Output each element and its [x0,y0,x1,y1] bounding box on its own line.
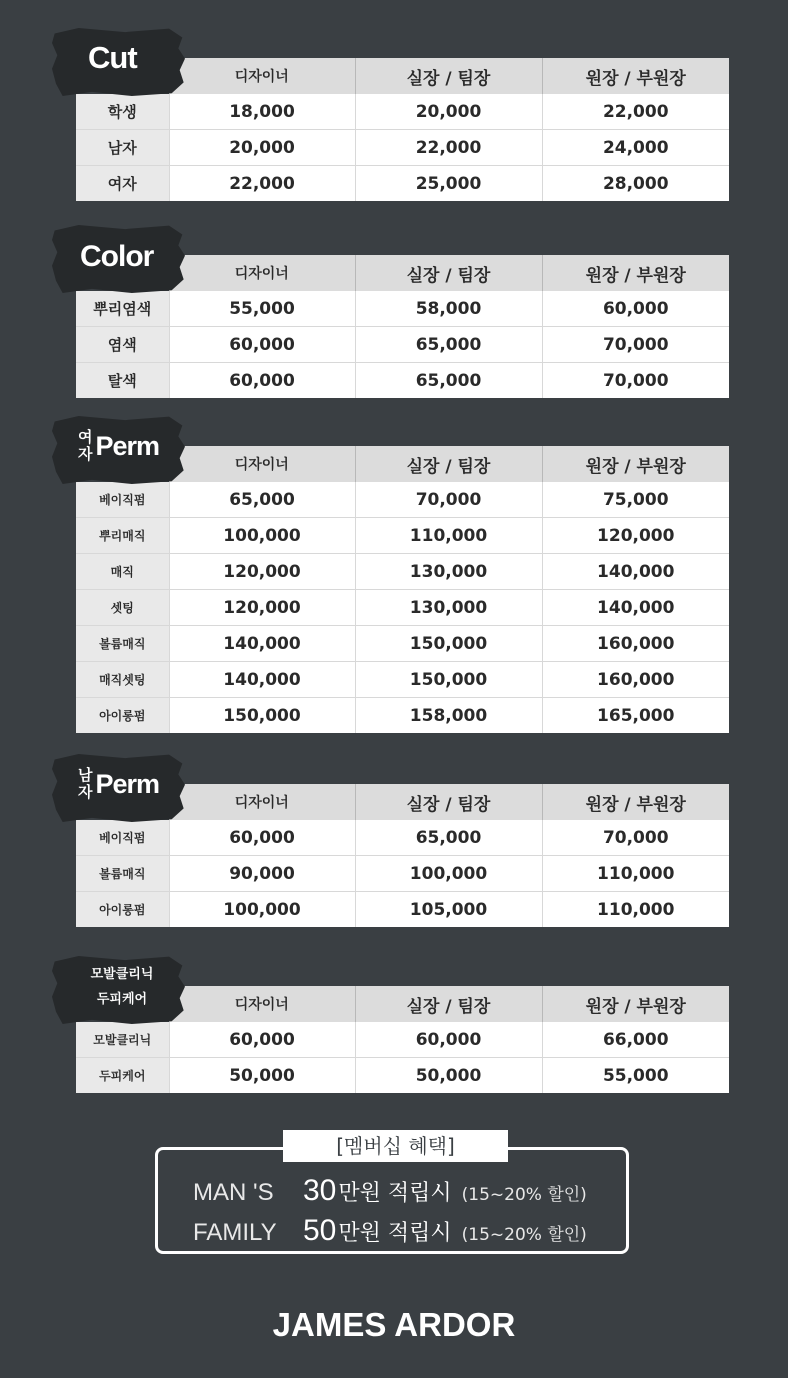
brand-logo-text: JAMES ARDOR [272,1306,516,1343]
row-label: 탈색 [76,363,169,399]
price-cell: 20,000 [355,94,542,130]
women-perm-word: Perm [95,430,160,461]
price-cell: 65,000 [355,363,542,399]
price-cell: 140,000 [169,662,355,698]
price-cell: 150,000 [169,698,355,734]
header-designer: 디자이너 [169,784,355,820]
table-row [76,363,729,399]
price-cell: 90,000 [169,856,355,892]
price-cell: 160,000 [542,626,729,662]
price-cell: 75,000 [542,482,729,518]
membership-tier-mans [193,1174,587,1208]
price-cell: 120,000 [542,518,729,554]
price-cell: 160,000 [542,662,729,698]
price-cell: 60,000 [169,820,355,856]
clinic-title [72,962,172,1012]
header-designer: 디자이너 [169,446,355,482]
price-cell: 70,000 [542,327,729,363]
price-cell: 60,000 [169,1022,355,1058]
header-manager: 실장 / 팀장 [355,255,542,291]
table-row [76,130,729,166]
men-perm-prefix-bottom: 자 [78,783,93,801]
table-row [76,590,729,626]
price-cell: 24,000 [542,130,729,166]
table-row [76,291,729,327]
table-row [76,327,729,363]
row-label: 여자 [76,166,169,202]
row-label: 뿌리매직 [76,518,169,554]
table-row [76,518,729,554]
cut-title: Cut [88,40,137,75]
price-cell: 22,000 [355,130,542,166]
table-row [76,166,729,202]
table-row [76,892,729,928]
price-cell: 60,000 [542,291,729,327]
price-cell: 120,000 [169,590,355,626]
table-row [76,482,729,518]
row-label: 셋팅 [76,590,169,626]
row-label: 매직 [76,554,169,590]
price-cell: 50,000 [169,1058,355,1094]
women-perm-prefix-bottom: 자 [78,445,93,463]
tier-note: (15~20% 할인) [461,1185,587,1205]
table-row [76,626,729,662]
price-cell: 60,000 [355,1022,542,1058]
table-row [76,554,729,590]
price-cell: 55,000 [542,1058,729,1094]
price-cell: 70,000 [542,820,729,856]
row-label: 베이직펌 [76,820,169,856]
tier-name: FAMILY [193,1219,277,1246]
row-label: 염색 [76,327,169,363]
price-cell: 158,000 [355,698,542,734]
row-label: 볼륨매직 [76,856,169,892]
header-designer: 디자이너 [169,58,355,94]
women-perm-title [78,429,159,463]
header-director: 원장 / 부원장 [542,986,729,1022]
price-cell: 60,000 [169,363,355,399]
header-director: 원장 / 부원장 [542,255,729,291]
row-label: 학생 [76,94,169,130]
clinic-title-line1: 모발클리닉 [90,967,154,982]
price-cell: 70,000 [355,482,542,518]
tier-text: 만원 적립시 [338,1221,452,1246]
header-manager: 실장 / 팀장 [355,58,542,94]
tier-text: 만원 적립시 [338,1181,452,1206]
header-designer: 디자이너 [169,255,355,291]
price-cell: 25,000 [355,166,542,202]
tier-amount: 30 [303,1174,337,1207]
men-perm-title [78,767,159,801]
price-cell: 66,000 [542,1022,729,1058]
price-cell: 28,000 [542,166,729,202]
price-cell: 150,000 [355,662,542,698]
membership-title: [멤버십 혜택] [283,1130,508,1162]
price-cell: 50,000 [355,1058,542,1094]
price-cell: 60,000 [169,327,355,363]
price-cell: 100,000 [169,518,355,554]
header-manager: 실장 / 팀장 [355,784,542,820]
row-label: 남자 [76,130,169,166]
price-cell: 58,000 [355,291,542,327]
price-cell: 140,000 [169,626,355,662]
price-cell: 65,000 [355,820,542,856]
price-cell: 110,000 [542,892,729,928]
table-row [76,94,729,130]
price-cell: 22,000 [169,166,355,202]
row-label: 베이직펌 [76,482,169,518]
men-perm-word: Perm [95,768,160,799]
table-row [76,698,729,734]
header-director: 원장 / 부원장 [542,446,729,482]
price-cell: 65,000 [355,327,542,363]
table-row [76,1022,729,1058]
header-manager: 실장 / 팀장 [355,446,542,482]
clinic-title-line2: 두피케어 [96,992,148,1007]
header-director: 원장 / 부원장 [542,784,729,820]
price-cell: 110,000 [355,518,542,554]
price-cell: 140,000 [542,554,729,590]
header-director: 원장 / 부원장 [542,58,729,94]
table-row [76,662,729,698]
women-perm-price-table [76,446,729,733]
table-row [76,820,729,856]
price-cell: 120,000 [169,554,355,590]
membership-tier-family [193,1214,587,1248]
women-perm-prefix-top: 여 [78,428,93,446]
price-cell: 140,000 [542,590,729,626]
price-cell: 20,000 [169,130,355,166]
row-label: 아이롱펌 [76,698,169,734]
price-cell: 22,000 [542,94,729,130]
table-row [76,1058,729,1094]
price-cell: 130,000 [355,590,542,626]
price-cell: 110,000 [542,856,729,892]
row-label: 매직셋팅 [76,662,169,698]
header-designer: 디자이너 [169,986,355,1022]
row-label: 뿌리염색 [76,291,169,327]
price-cell: 55,000 [169,291,355,327]
row-label: 볼륨매직 [76,626,169,662]
row-label: 두피케어 [76,1058,169,1094]
price-cell: 165,000 [542,698,729,734]
tier-amount: 50 [303,1214,337,1247]
tier-note: (15~20% 할인) [461,1225,587,1245]
header-manager: 실장 / 팀장 [355,986,542,1022]
table-row [76,856,729,892]
color-title: Color [80,240,154,273]
price-cell: 70,000 [542,363,729,399]
price-cell: 100,000 [355,856,542,892]
row-label: 아이롱펌 [76,892,169,928]
tier-name: MAN 'S [193,1179,274,1206]
price-cell: 100,000 [169,892,355,928]
price-cell: 18,000 [169,94,355,130]
price-cell: 150,000 [355,626,542,662]
row-label: 모발클리닉 [76,1022,169,1058]
men-perm-prefix-top: 남 [78,766,93,784]
price-cell: 65,000 [169,482,355,518]
price-cell: 130,000 [355,554,542,590]
price-cell: 105,000 [355,892,542,928]
